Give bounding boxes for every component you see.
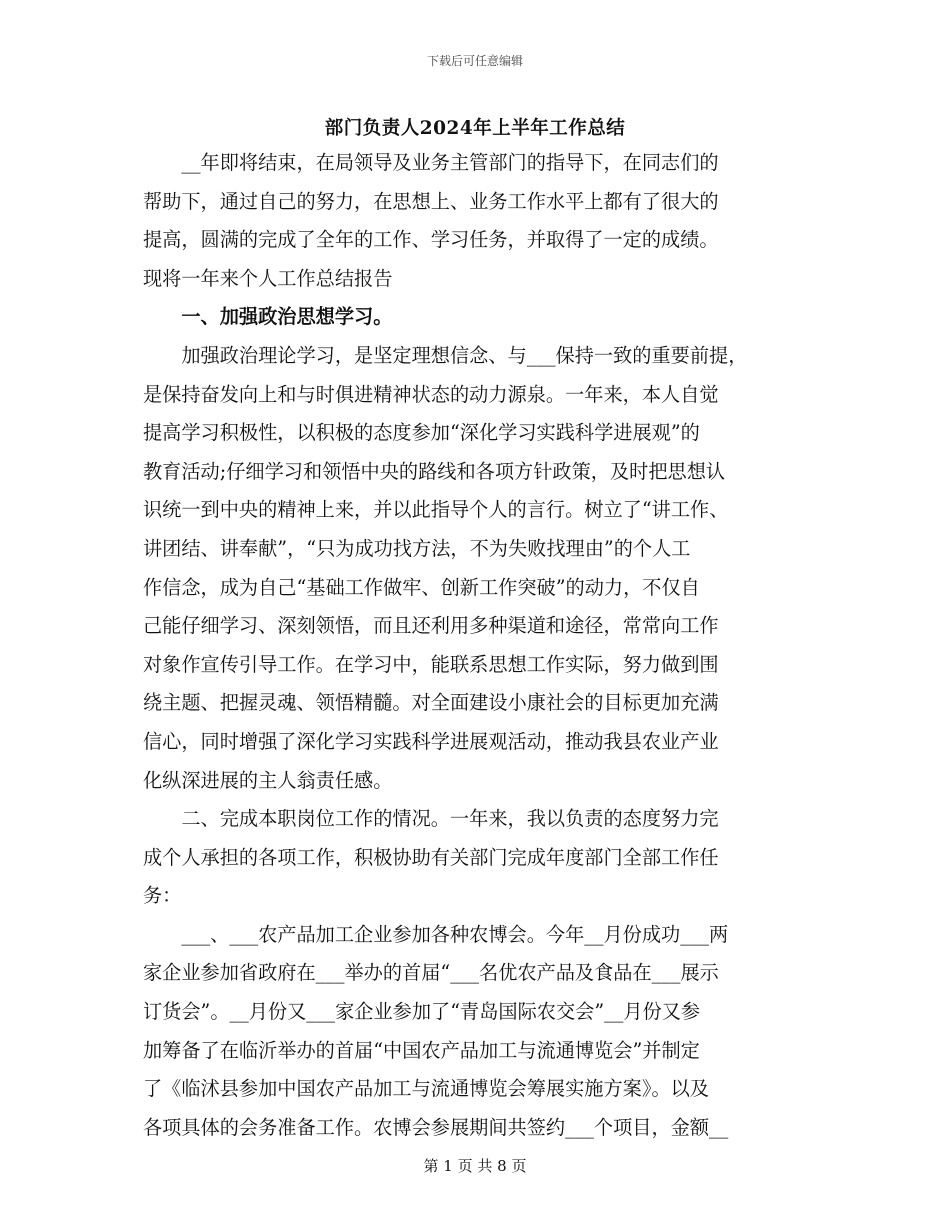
document-title: 部门负责人2024年上半年工作总结: [324, 118, 626, 139]
body-line: 二、完成本职岗位工作的情况。一年来，我以负责的态度努力完: [143, 807, 719, 831]
body-line: 提高，圆满的完成了全年的工作、学习任务，并取得了一定的成绩。: [143, 228, 719, 252]
document-body: [143, 144, 803, 1147]
body-line: 绕主题、把握灵魂、领悟精髓。对全面建设小康社会的目标更加充满: [143, 691, 719, 715]
body-line: 加筹备了在临沂举办的首届“中国农产品加工与流通博览会”并制定: [143, 1038, 700, 1062]
page-number-footer: 第 1 页 共 8 页: [423, 1157, 527, 1175]
body-line: 家企业参加省政府在___举办的首届“___名优农产品及食品在___展示: [143, 961, 719, 985]
body-line: 现将一年来个人工作总结报告: [143, 266, 393, 290]
section-heading: 一、加强政治思想学习。: [143, 305, 393, 329]
body-line: 成个人承担的各项工作，积极协助有关部门完成年度部门全部工作任: [143, 845, 719, 869]
body-line: __年即将结束，在局领导及业务主管部门的指导下，在同志们的: [143, 151, 719, 174]
body-line: 帮助下，通过自己的努力，在思想上、业务工作水平上都有了很大的: [143, 189, 719, 213]
body-line: 提高学习积极性，以积极的态度参加“深化学习实践科学进展观”的: [143, 421, 700, 445]
body-line: 是保持奋发向上和与时俱进精神状态的动力源泉。一年来，本人自觉: [143, 382, 719, 406]
body-line: 订货会”。__月份又___家企业参加了“青岛国际农交会”__月份又参: [143, 1000, 701, 1024]
body-line: 己能仔细学习、深刻领悟，而且还利用多种渠道和途径，常常向工作: [143, 614, 719, 638]
body-line: 信心，同时增强了深化学习实践科学进展观活动，推动我县农业产业: [143, 729, 719, 753]
body-line: 了《临沭县参加中国农产品加工与流通博览会筹展实施方案》。以及: [143, 1077, 710, 1101]
body-line: 务：: [143, 884, 182, 908]
body-line: ___、___农产品加工企业参加各种农博会。今年__月份成功___两: [143, 922, 729, 946]
body-line: 识统一到中央的精神上来，并以此指导个人的言行。树立了“讲工作、: [143, 498, 729, 522]
body-line: 加强政治理论学习，是坚定理想信念、与___保持一致的重要前提，: [143, 343, 748, 367]
body-line: 各项具体的会务准备工作。农博会参展期间共签约___个项目，金额__: [143, 1115, 729, 1139]
body-line: 讲团结、讲奉献”，“只为成功找方法，不为失败找理由”的个人工: [143, 536, 691, 560]
body-line: 作信念，成为自己“基础工作做牢、创新工作突破”的动力，不仅自: [143, 575, 700, 599]
body-line: 教育活动;仔细学习和领悟中央的路线和各项方针政策，及时把思想认: [143, 459, 726, 483]
body-line: 化纵深进展的主人翁责任感。: [143, 768, 393, 792]
body-line: 对象作宣传引导工作。在学习中，能联系思想工作实际，努力做到围: [143, 652, 719, 676]
page-header: 下载后可任意编辑: [426, 54, 523, 68]
